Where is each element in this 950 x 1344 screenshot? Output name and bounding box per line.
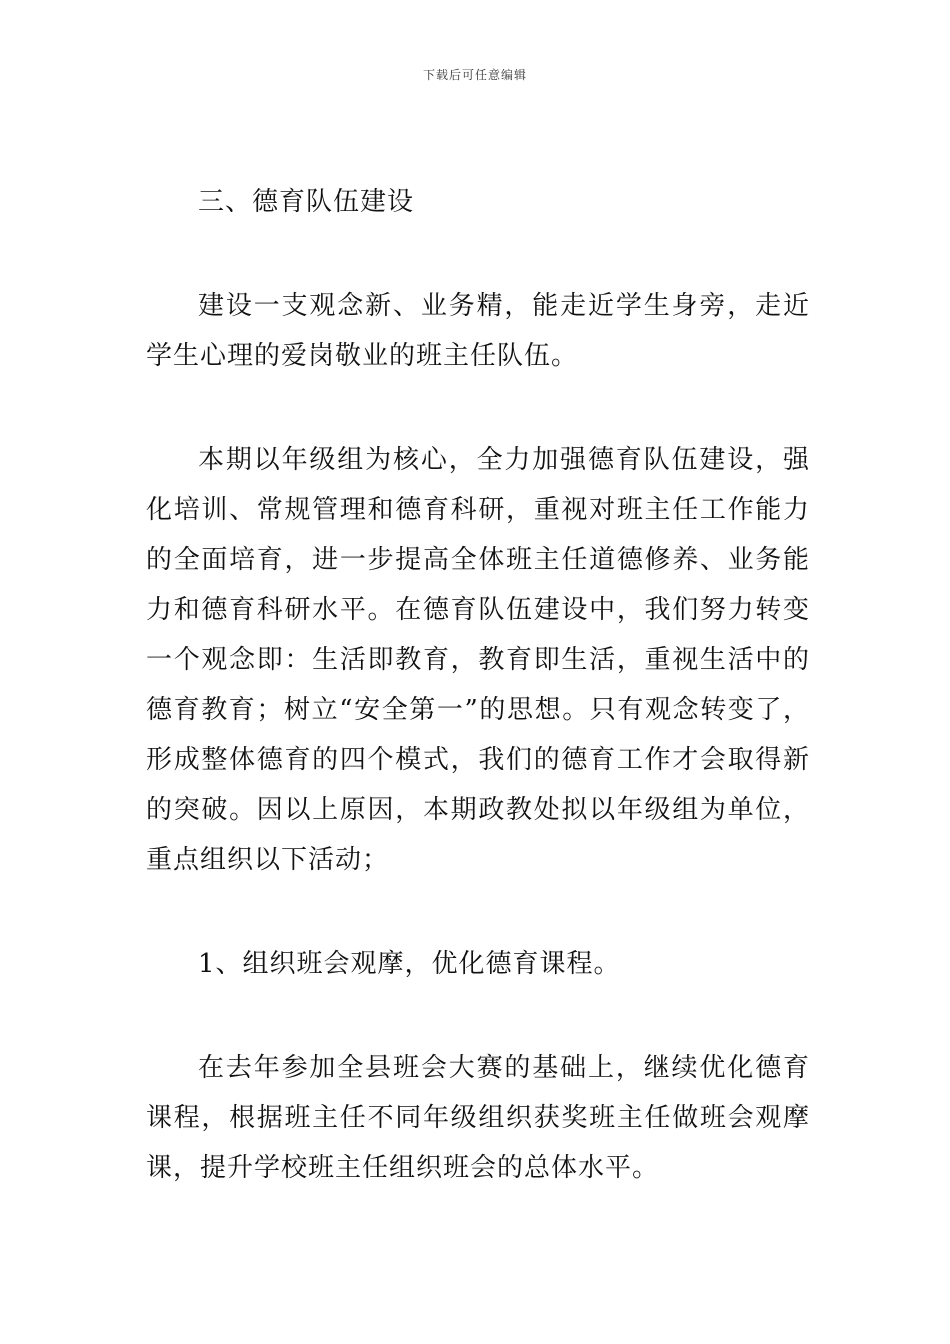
header-note: 下载后可任意编辑 [422,68,527,82]
sub-heading-1: 1、组织班会观摩，优化德育课程。 [198,949,621,979]
paragraph-2: 本期以年级组为核心，全力加强德育队伍建设，强化培训、常规管理和德育科研，重视对班主任工作能力的全面培育，进一步提高全体班主任道德修养、业务能力和德育科研水平。在德育队伍建设中，我们努力转变一个观念即：生活即教育，教育即生活，重视生活中的德育教育；树立“安全第一”的思想。只有观念转变了，形成整体德育的四个模式，我们的德育工作才会取得新的突破。因以上原因，本期政教处拟以年级组为单位，重点组织以下活动； [146,445,810,875]
document-body [146,177,810,1193]
paragraph-3: 在去年参加全县班会大赛的基础上，继续优化德育课程，根据班主任不同年级组织获奖班主任做班会观摩课，提升学校班主任组织班会的总体水平。 [146,1053,810,1183]
paragraph-1: 建设一支观念新、业务精，能走近学生身旁，走近学生心理的爱岗敬业的班主任队伍。 [146,291,810,371]
section-heading: 三、德育队伍建设 [198,187,415,217]
